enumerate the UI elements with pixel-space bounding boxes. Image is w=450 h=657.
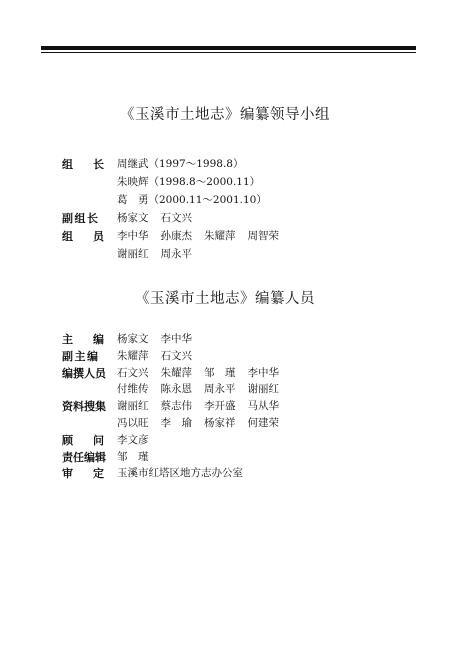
member-name: 李中华 bbox=[247, 366, 279, 379]
member-name: 邹 瑾 bbox=[204, 366, 236, 379]
member-name: 谢丽红 bbox=[247, 383, 279, 396]
role-label: 顾 问 bbox=[62, 433, 104, 447]
role-label: 组 长 bbox=[62, 158, 104, 171]
member-names bbox=[117, 156, 243, 171]
member-name: 孙康杰 bbox=[160, 230, 192, 242]
member-names bbox=[117, 381, 279, 396]
role-label: 组 员 bbox=[62, 230, 104, 243]
member-names bbox=[117, 465, 243, 480]
member-name: 李文彦 bbox=[117, 433, 149, 446]
member-name: 谢丽红 bbox=[117, 400, 149, 413]
member-name: 朱耀萍 bbox=[204, 230, 236, 242]
member-names bbox=[117, 432, 149, 447]
member-names bbox=[117, 415, 279, 430]
member-name: 朱映辉（1998.8～2000.11） bbox=[117, 176, 261, 188]
member-name: 葛 勇（2000.11～2001.10） bbox=[117, 194, 267, 206]
member-name: 李开盛 bbox=[204, 400, 236, 413]
member-name: 朱耀萍 bbox=[117, 349, 149, 362]
member-names bbox=[117, 246, 192, 261]
role-label: 审 定 bbox=[62, 467, 104, 481]
member-names bbox=[117, 331, 192, 346]
role-label: 责 任 编 辑 bbox=[62, 450, 106, 464]
member-name: 周继武（1997～1998.8） bbox=[117, 158, 244, 170]
section-title-staff: 《玉溪市土地志》编纂人员 bbox=[135, 291, 315, 307]
member-name: 陈永恩 bbox=[160, 383, 192, 396]
member-name: 李中华 bbox=[117, 230, 149, 242]
member-name: 周永平 bbox=[204, 383, 236, 396]
member-names bbox=[117, 398, 279, 413]
member-name: 杨家文 bbox=[117, 333, 149, 345]
role-label: 副 主 编 bbox=[62, 349, 98, 363]
member-names bbox=[117, 174, 260, 189]
top-rule-thick bbox=[41, 46, 416, 50]
member-name: 杨家祥 bbox=[204, 417, 236, 429]
member-name: 付维传 bbox=[117, 383, 149, 396]
member-name: 李中华 bbox=[160, 333, 192, 345]
member-name: 冯以旺 bbox=[117, 417, 149, 429]
member-name: 玉溪市红塔区地方志办公室 bbox=[117, 467, 243, 480]
member-name: 周永平 bbox=[160, 248, 192, 260]
member-name: 石文兴 bbox=[117, 366, 149, 379]
role-label: 副 组 长 bbox=[62, 212, 98, 225]
role-label: 主 编 bbox=[62, 333, 104, 346]
member-name: 杨家文 bbox=[117, 212, 149, 224]
member-name: 石文兴 bbox=[160, 349, 192, 362]
member-names bbox=[117, 210, 192, 225]
member-names bbox=[117, 192, 267, 207]
member-names bbox=[117, 449, 149, 464]
member-name: 马从华 bbox=[247, 400, 279, 413]
role-label: 编 撰 人 员 bbox=[62, 366, 106, 380]
member-names bbox=[117, 228, 279, 243]
member-name: 石文兴 bbox=[160, 212, 192, 224]
role-label: 资 料 搜 集 bbox=[62, 400, 106, 414]
member-name: 周智荣 bbox=[247, 230, 279, 242]
member-name: 谢丽红 bbox=[117, 248, 149, 260]
member-name: 李 瑜 bbox=[160, 417, 192, 429]
member-name: 邹 瑾 bbox=[117, 450, 149, 463]
member-name: 蔡志伟 bbox=[160, 400, 192, 413]
member-name: 朱耀萍 bbox=[160, 366, 192, 379]
top-rule-thin bbox=[41, 52, 416, 53]
member-names bbox=[117, 348, 192, 363]
member-name: 何建荣 bbox=[247, 417, 279, 429]
member-names bbox=[117, 365, 279, 380]
section-title-leadership: 《玉溪市土地志》编纂领导小组 bbox=[120, 107, 330, 123]
